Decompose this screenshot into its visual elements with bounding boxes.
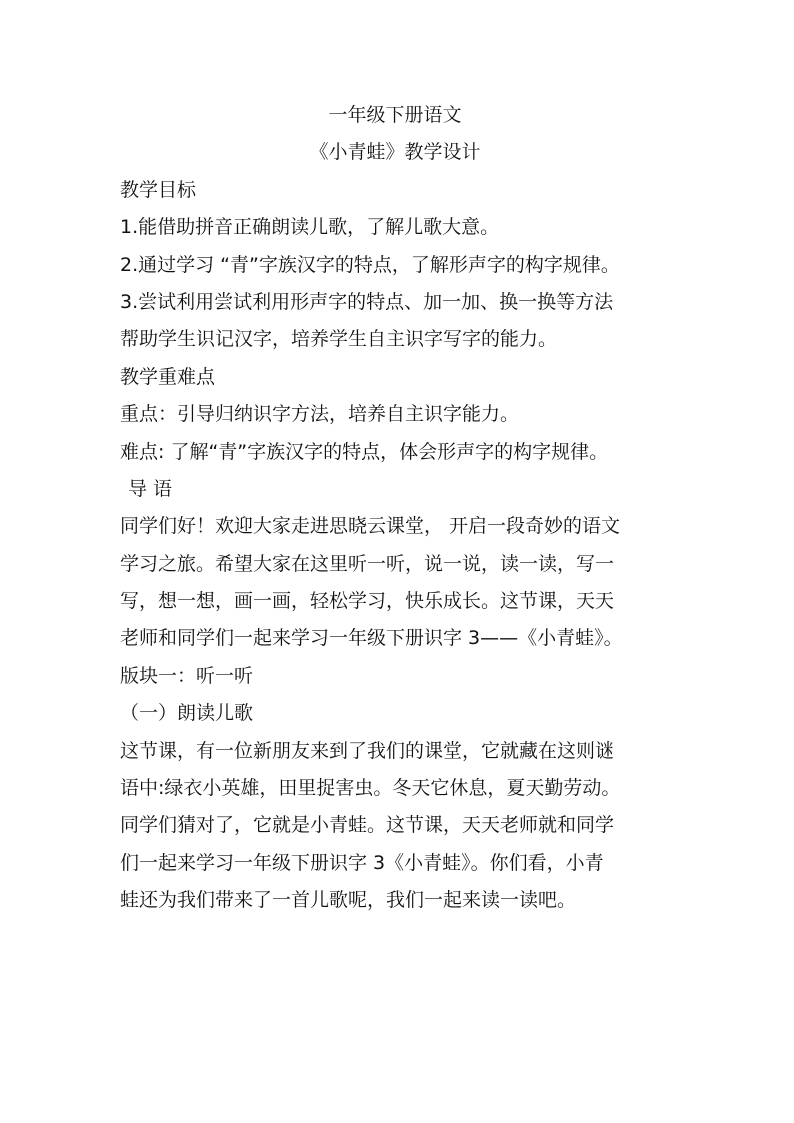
intro-paragraph-line-2: 学习之旅。希望大家在这里听一听，说一说，读一读，写一 <box>120 552 615 575</box>
block1-paragraph-line-4: 们一起来学习一年级下册识字 3《小青蛙》。你们看，小青 <box>120 851 604 874</box>
intro-heading: 导 语 <box>128 477 173 500</box>
goals-heading: 教学目标 <box>120 178 197 201</box>
goal-item-2: 2.通过学习 “青”字族汉字的特点，了解形声字的构字规律。 <box>120 253 620 276</box>
document-title-grade: 一年级下册语文 <box>328 104 462 126</box>
goal-item-1: 1.能借助拼音正确朗读儿歌，了解儿歌大意。 <box>120 216 500 239</box>
block1-heading: 版块一：听一听 <box>120 664 254 687</box>
intro-paragraph-line-1: 同学们好！欢迎大家走进思晓云课堂， 开启一段奇妙的语文 <box>120 515 621 538</box>
intro-paragraph-line-3: 写，想一想，画一画，轻松学习，快乐成长。这节课，天天 <box>120 590 615 613</box>
document-title-lesson: 《小青蛙》教学设计 <box>309 141 481 164</box>
key-point: 重点：引导归纳识字方法，培养自主识字能力。 <box>120 403 520 426</box>
goal-item-3: 3.尝试利用尝试利用形声字的特点、加一加、换一换等方法 <box>120 290 614 313</box>
block1-paragraph-line-5: 蛙还为我们带来了一首儿歌呢，我们一起来读一读吧。 <box>120 889 577 912</box>
block1-paragraph-line-3: 同学们猜对了，它就是小青蛙。这节课，天天老师就和同学 <box>120 814 615 837</box>
difficult-point: 难点: 了解“青”字族汉字的特点，体会形声字的构字规律。 <box>120 440 609 463</box>
goal-item-3-continued: 帮助学生识记汉字，培养学生自主识字写字的能力。 <box>120 328 558 351</box>
block1-paragraph-line-2: 语中:绿衣小英雄，田里捉害虫。冬天它休息，夏天勤劳动。 <box>120 777 621 800</box>
document-body <box>120 97 680 920</box>
focus-heading: 教学重难点 <box>120 365 216 388</box>
intro-paragraph-line-4: 老师和同学们一起来学习一年级下册识字 3——《小青蛙》。 <box>120 627 623 650</box>
block1-paragraph-line-1: 这节课，有一位新朋友来到了我们的课堂，它就藏在这则谜 <box>120 739 615 762</box>
block1-subheading: （一）朗读儿歌 <box>120 702 254 725</box>
